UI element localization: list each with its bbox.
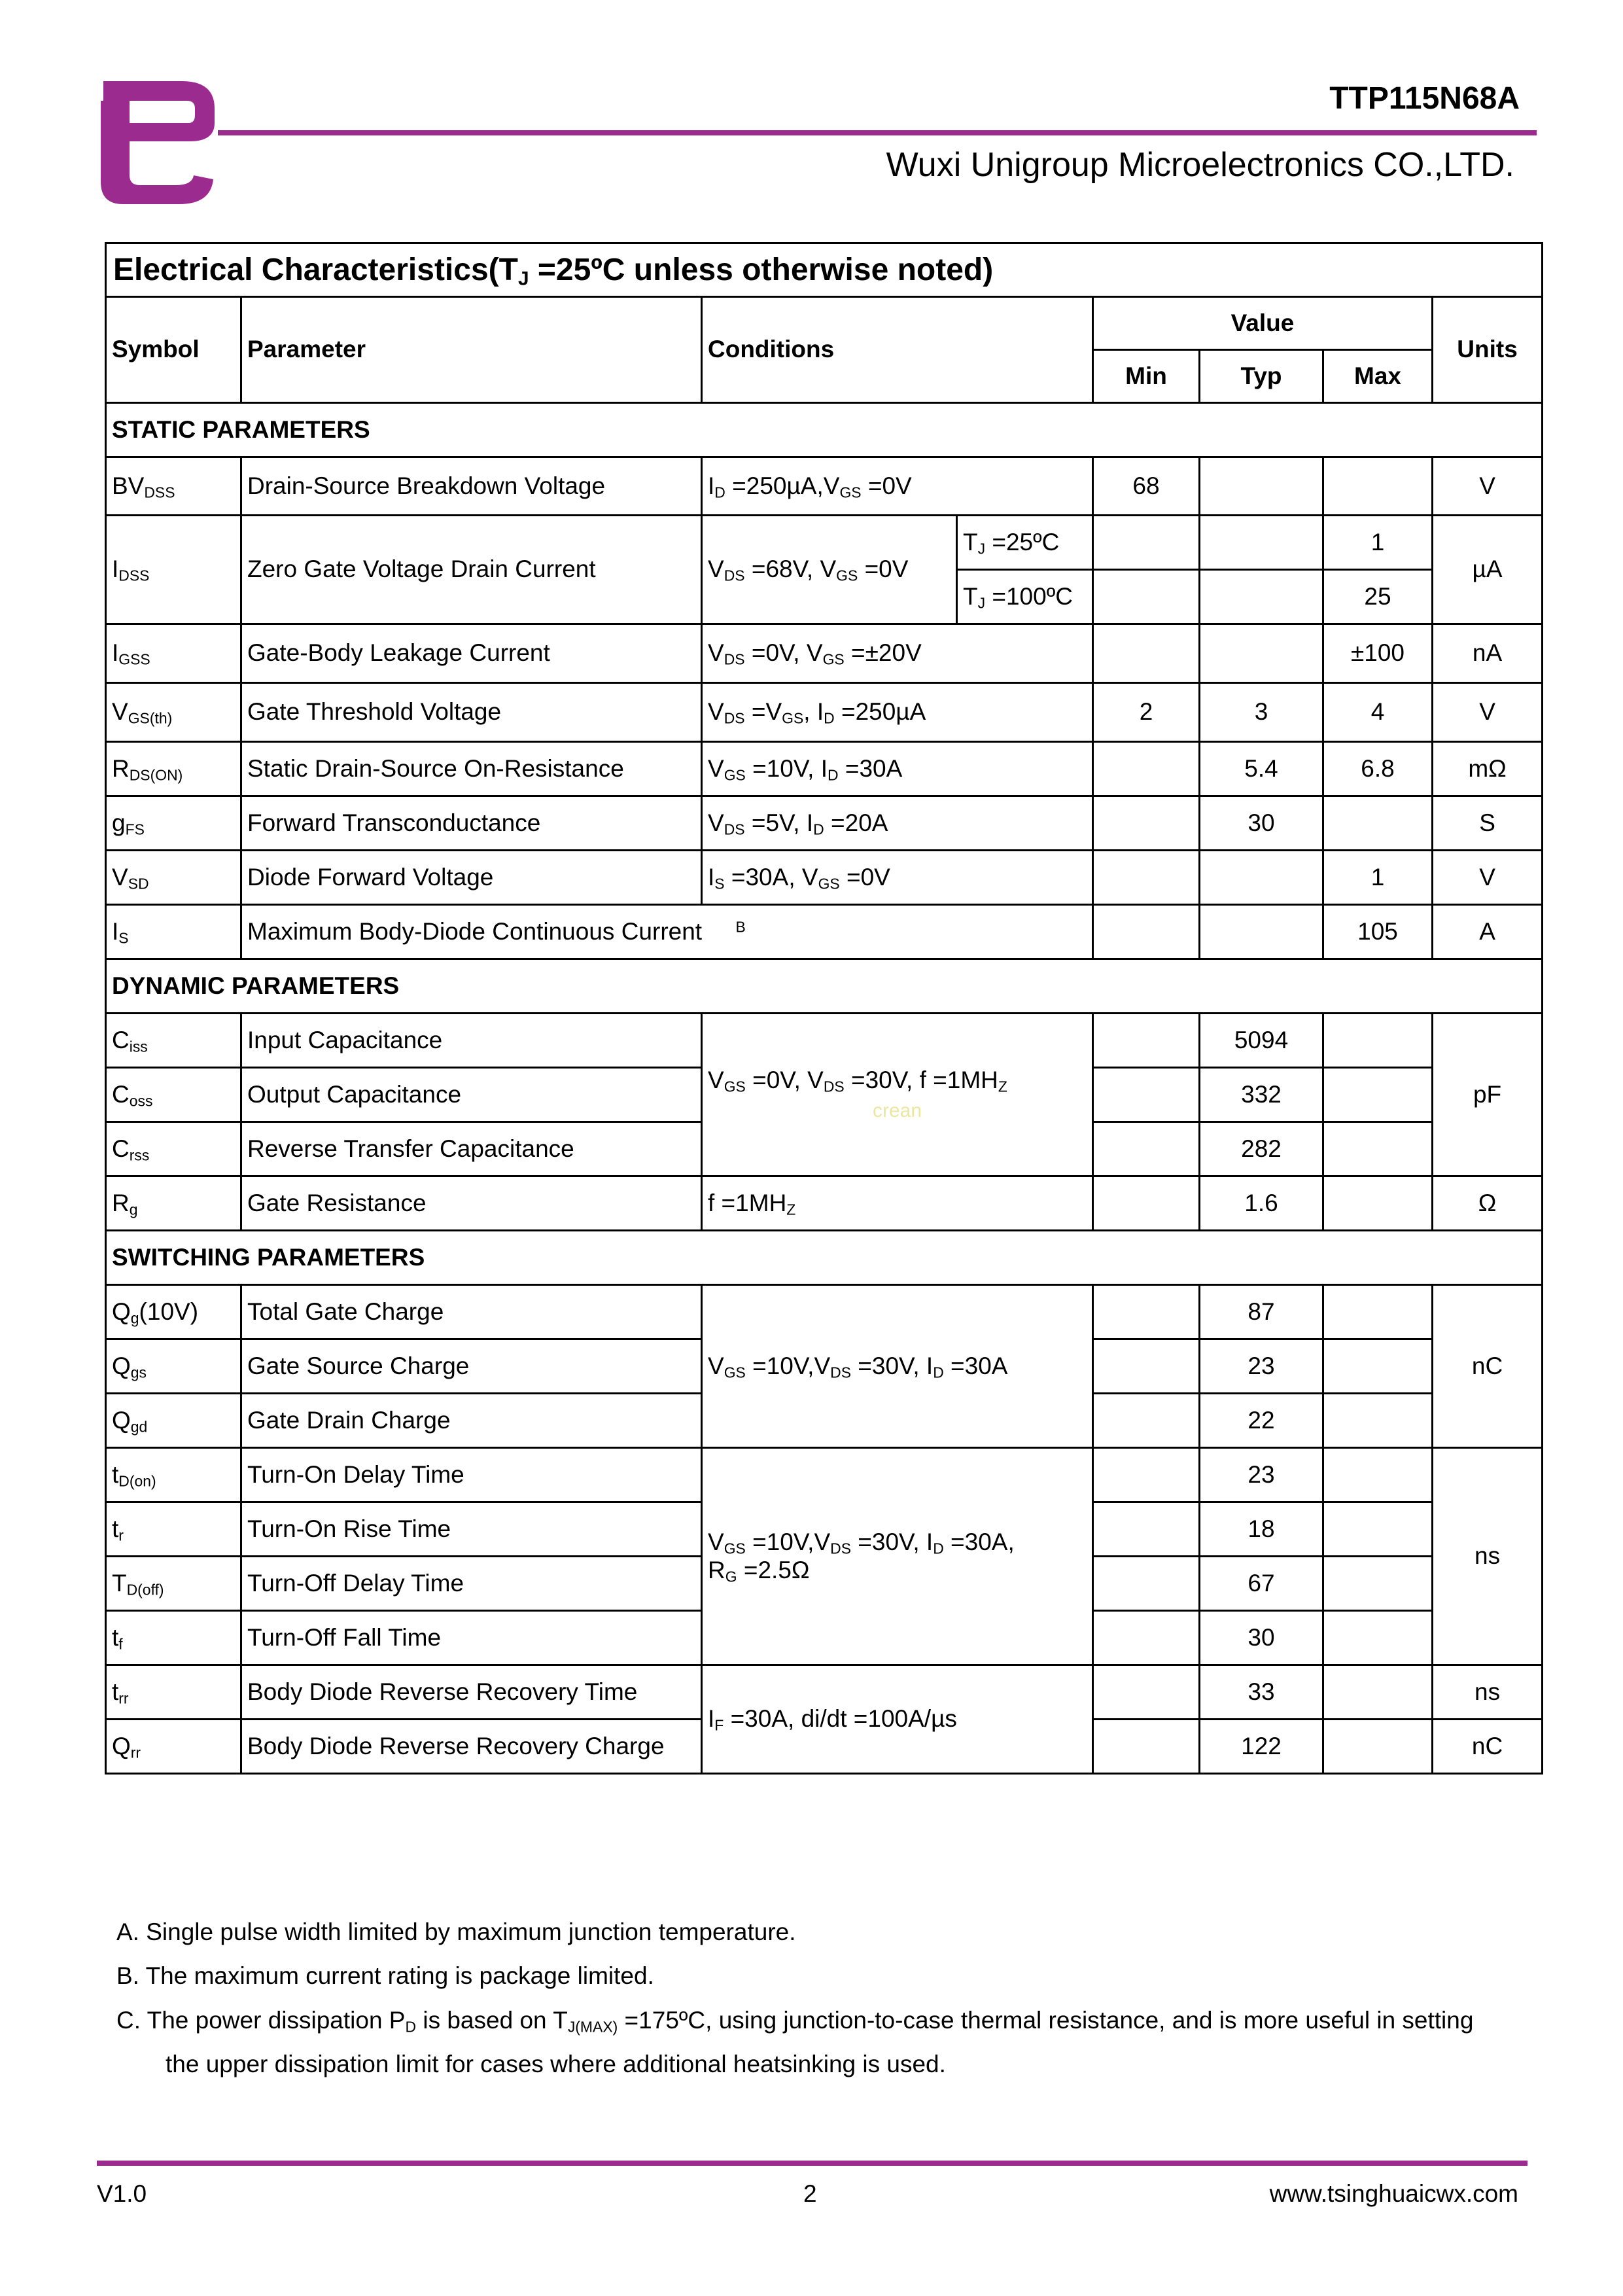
symbol-cell: $C_{oss}$ [106, 1068, 241, 1122]
table-row [106, 457, 1543, 516]
max-cell [1323, 1665, 1433, 1720]
typ-cell: 67 [1200, 1557, 1323, 1611]
header-divider [218, 130, 1537, 135]
parameter-cell: Static Drain-Source On-Resistance [241, 742, 702, 796]
min-cell [1093, 796, 1200, 851]
typ-cell: 87 [1200, 1285, 1323, 1339]
max-cell [1323, 1394, 1433, 1448]
section-row [106, 403, 1543, 457]
table-row [106, 683, 1543, 742]
unit-cell: ns [1433, 1665, 1543, 1720]
max-cell [1323, 1285, 1433, 1339]
min-cell [1093, 1448, 1200, 1502]
max-cell [1323, 1611, 1433, 1665]
min-cell [1093, 1720, 1200, 1774]
max-cell: 1 [1323, 851, 1433, 905]
watermark-text: crean [872, 1100, 922, 1122]
unit-cell: A [1433, 905, 1543, 959]
conditions-cell: $f =1MH_Z$ [702, 1176, 1093, 1231]
min-cell [1093, 1339, 1200, 1394]
header-row [106, 297, 1543, 350]
min-cell [1093, 570, 1200, 624]
min-cell [1093, 1068, 1200, 1122]
symbol-cell: $Q_{rr}$ [106, 1720, 241, 1774]
unit-cell: nA [1433, 624, 1543, 683]
parameter-cell: Total Gate Charge [241, 1285, 702, 1339]
min-cell [1093, 1611, 1200, 1665]
conditions-cell: $V_{DS} =5V$, $I_D =20A$ [702, 796, 1093, 851]
parameter-cell: Gate-Body Leakage Current [241, 624, 702, 683]
max-cell: 25 [1323, 570, 1433, 624]
typ-cell: 18 [1200, 1502, 1323, 1557]
header-units: Units [1433, 297, 1543, 403]
parameter-cell: Gate Source Charge [241, 1339, 702, 1394]
company-name: Wuxi Unigroup Microelectronics CO.,LTD. [886, 146, 1514, 184]
typ-cell: 22 [1200, 1394, 1323, 1448]
header-value: Value [1093, 297, 1433, 350]
table-title: Electrical $Characteristics(T_J$ =25ºC unless otherwise noted) [106, 243, 1543, 297]
parameter-cell: Diode Forward Voltage [241, 851, 702, 905]
max-cell [1323, 1122, 1433, 1176]
max-cell [1323, 1068, 1433, 1122]
min-cell [1093, 1394, 1200, 1448]
typ-cell: 30 [1200, 796, 1323, 851]
min-cell [1093, 1014, 1200, 1068]
min-cell: 2 [1093, 683, 1200, 742]
symbol-cell: $I_{GSS}$ [106, 624, 241, 683]
symbol-cell: $I_{DSS}$ [106, 516, 241, 624]
table-row [106, 1176, 1543, 1231]
parameter-cell: Body Diode Reverse Recovery Time [241, 1665, 702, 1720]
header-parameter: Parameter [241, 297, 702, 403]
parameter-cell: Drain-Source Breakdown Voltage [241, 457, 702, 516]
conditions-cell: $V_{DS} =0V$, $V_{GS} =\pm 20V$ [702, 624, 1093, 683]
typ-cell: 23 [1200, 1339, 1323, 1394]
note-c: C. The power dissipation $P_D$ is based on $T_{J(MAX)}$ =175ºC, using junction-to-case thermal resistance, and is more useful in setting [116, 2007, 1474, 2036]
typ-cell: 3 [1200, 683, 1323, 742]
unit-cell: S [1433, 796, 1543, 851]
max-cell [1323, 1176, 1433, 1231]
unit-cell: nC [1433, 1285, 1543, 1448]
header-symbol: Symbol [106, 297, 241, 403]
min-cell [1093, 1285, 1200, 1339]
unit-cell: mΩ [1433, 742, 1543, 796]
version-label: V1.0 [97, 2180, 147, 2207]
parameter-cell: Reverse Transfer Capacitance [241, 1122, 702, 1176]
typ-cell: 282 [1200, 1122, 1323, 1176]
min-cell [1093, 1122, 1200, 1176]
conditions-cell: $I_D =250\mu A,V_{GS} =0V$ [702, 457, 1093, 516]
part-number: TTP115N68A [1329, 81, 1520, 116]
typ-cell: 332 [1200, 1068, 1323, 1122]
max-cell [1323, 1720, 1433, 1774]
min-cell [1093, 1557, 1200, 1611]
conditions-cell: $V_{GS} =0V$, $V_{DS} =30V$, $f =1MH_Z$ crean [702, 1014, 1093, 1176]
table-row [106, 1014, 1543, 1068]
parameter-cell: Gate Resistance [241, 1176, 702, 1231]
section-switching-title: SWITCHING PARAMETERS [106, 1231, 1543, 1285]
parameter-cell: Turn-On Rise Time [241, 1502, 702, 1557]
note-a: A. Single pulse width limited by maximum junction temperature. [116, 1918, 796, 1945]
unit-cell: nC [1433, 1720, 1543, 1774]
min-cell [1093, 905, 1200, 959]
parameter-cell: Turn-Off Delay Time [241, 1557, 702, 1611]
symbol-cell: $t_{rr}$ [106, 1665, 241, 1720]
symbol-cell: $Q_{gs}$ [106, 1339, 241, 1394]
header-max: Max [1323, 350, 1433, 403]
table-row [106, 796, 1543, 851]
footer-divider [97, 2161, 1527, 2166]
min-cell [1093, 851, 1200, 905]
parameter-cell: Maximum Body-Diode Continuous Current $^B$ [241, 905, 1093, 959]
symbol-cell: $Q_{gd}$ [106, 1394, 241, 1448]
max-cell: 1 [1323, 516, 1433, 570]
symbol-cell: $R_{DS(ON)}$ [106, 742, 241, 796]
table-row [106, 624, 1543, 683]
conditions-cell: $V_{GS} =10V,V_{DS} =30V$, $I_D =30A$ [702, 1285, 1093, 1448]
symbol-cell: $V_{SD}$ [106, 851, 241, 905]
unit-cell: V [1433, 457, 1543, 516]
typ-cell [1200, 516, 1323, 570]
company-logo [84, 77, 218, 205]
symbol-cell: $t_r$ [106, 1502, 241, 1557]
section-static-title: STATIC PARAMETERS [106, 403, 1543, 457]
min-cell [1093, 1502, 1200, 1557]
symbol-cell: $t_f$ [106, 1611, 241, 1665]
table-title-row [106, 243, 1543, 297]
max-cell [1323, 1339, 1433, 1394]
min-cell [1093, 516, 1200, 570]
website-link[interactable]: www.tsinghuaicwx.com [1269, 2180, 1518, 2207]
max-cell [1323, 1502, 1433, 1557]
max-cell [1323, 796, 1433, 851]
header-conditions: Conditions [702, 297, 1093, 403]
parameter-cell: Forward Transconductance [241, 796, 702, 851]
min-cell [1093, 624, 1200, 683]
typ-cell [1200, 570, 1323, 624]
conditions-cell: $V_{GS} =10V,V_{DS} =30V$, $I_D =30A$, $R_G =2.5\Omega$ [702, 1448, 1093, 1665]
max-cell: 4 [1323, 683, 1433, 742]
conditions-cell: $V_{DS} =V_{GS}$, $I_D =250\mu A$ [702, 683, 1093, 742]
temperature-cell: $T_J$ =100ºC [957, 570, 1093, 624]
footnote-marker: B [735, 918, 746, 936]
table-row [106, 905, 1543, 959]
section-row [106, 959, 1543, 1014]
note-b: B. The maximum current rating is package limited. [116, 1962, 654, 1989]
max-cell: ±100 [1323, 624, 1433, 683]
electrical-characteristics-table [105, 242, 1543, 1775]
typ-cell: 30 [1200, 1611, 1323, 1665]
unit-cell: µA [1433, 516, 1543, 624]
section-row [106, 1231, 1543, 1285]
symbol-cell: $t_{D(on)}$ [106, 1448, 241, 1502]
header-typ: Typ [1200, 350, 1323, 403]
typ-cell: 33 [1200, 1665, 1323, 1720]
min-cell [1093, 1665, 1200, 1720]
page-number: 2 [803, 2180, 817, 2207]
max-cell [1323, 1448, 1433, 1502]
max-cell: 6.8 [1323, 742, 1433, 796]
typ-cell: 1.6 [1200, 1176, 1323, 1231]
temperature-cell: $T_J$ =25ºC [957, 516, 1093, 570]
typ-cell: 5.4 [1200, 742, 1323, 796]
parameter-cell: Output Capacitance [241, 1068, 702, 1122]
table-row [106, 516, 1543, 570]
min-cell [1093, 1176, 1200, 1231]
parameter-cell: Turn-On Delay Time [241, 1448, 702, 1502]
parameter-cell: Gate Threshold Voltage [241, 683, 702, 742]
symbol-cell: $C_{rss}$ [106, 1122, 241, 1176]
max-cell: 105 [1323, 905, 1433, 959]
symbol-cell: $C_{iss}$ [106, 1014, 241, 1068]
table-row [106, 1285, 1543, 1339]
table-row [106, 1448, 1543, 1502]
max-cell [1323, 1557, 1433, 1611]
typ-cell [1200, 905, 1323, 959]
symbol-cell: $V_{GS(th)}$ [106, 683, 241, 742]
typ-cell [1200, 851, 1323, 905]
conditions-cell: $V_{GS} =10V$, $I_D =30A$ [702, 742, 1093, 796]
section-dynamic-title: DYNAMIC PARAMETERS [106, 959, 1543, 1014]
conditions-cell: $I_S =30A$, $V_{GS} =0V$ [702, 851, 1093, 905]
parameter-cell: Turn-Off Fall Time [241, 1611, 702, 1665]
symbol-cell: $BV_{DSS}$ [106, 457, 241, 516]
parameter-cell: Body Diode Reverse Recovery Charge [241, 1720, 702, 1774]
unit-cell: Ω [1433, 1176, 1543, 1231]
unit-cell: V [1433, 851, 1543, 905]
typ-cell: 122 [1200, 1720, 1323, 1774]
header-min: Min [1093, 350, 1200, 403]
min-cell: 68 [1093, 457, 1200, 516]
symbol-cell: $g_{FS}$ [106, 796, 241, 851]
unit-cell: pF [1433, 1014, 1543, 1176]
typ-cell: 23 [1200, 1448, 1323, 1502]
symbol-cell: $I_S$ [106, 905, 241, 959]
note-c-continued: the upper dissipation limit for cases where additional heatsinking is used. [166, 2051, 946, 2077]
symbol-cell: $T_{D(off)}$ [106, 1557, 241, 1611]
max-cell [1323, 1014, 1433, 1068]
symbol-cell: $R_g$ [106, 1176, 241, 1231]
unit-cell: V [1433, 683, 1543, 742]
parameter-cell: Gate Drain Charge [241, 1394, 702, 1448]
conditions-cell: $V_{DS} =68V$, $V_{GS} =0V$ [702, 516, 957, 624]
table-row [106, 851, 1543, 905]
typ-cell: 5094 [1200, 1014, 1323, 1068]
table-row [106, 742, 1543, 796]
table-row [106, 1665, 1543, 1720]
typ-cell [1200, 457, 1323, 516]
parameter-cell: Zero Gate Voltage Drain Current [241, 516, 702, 624]
parameter-cell: Input Capacitance [241, 1014, 702, 1068]
conditions-cell: $I_F =30A$, di/dt =100A/µs [702, 1665, 1093, 1774]
typ-cell [1200, 624, 1323, 683]
symbol-cell: $Q_g(10V)$ [106, 1285, 241, 1339]
unit-cell: ns [1433, 1448, 1543, 1665]
max-cell [1323, 457, 1433, 516]
min-cell [1093, 742, 1200, 796]
